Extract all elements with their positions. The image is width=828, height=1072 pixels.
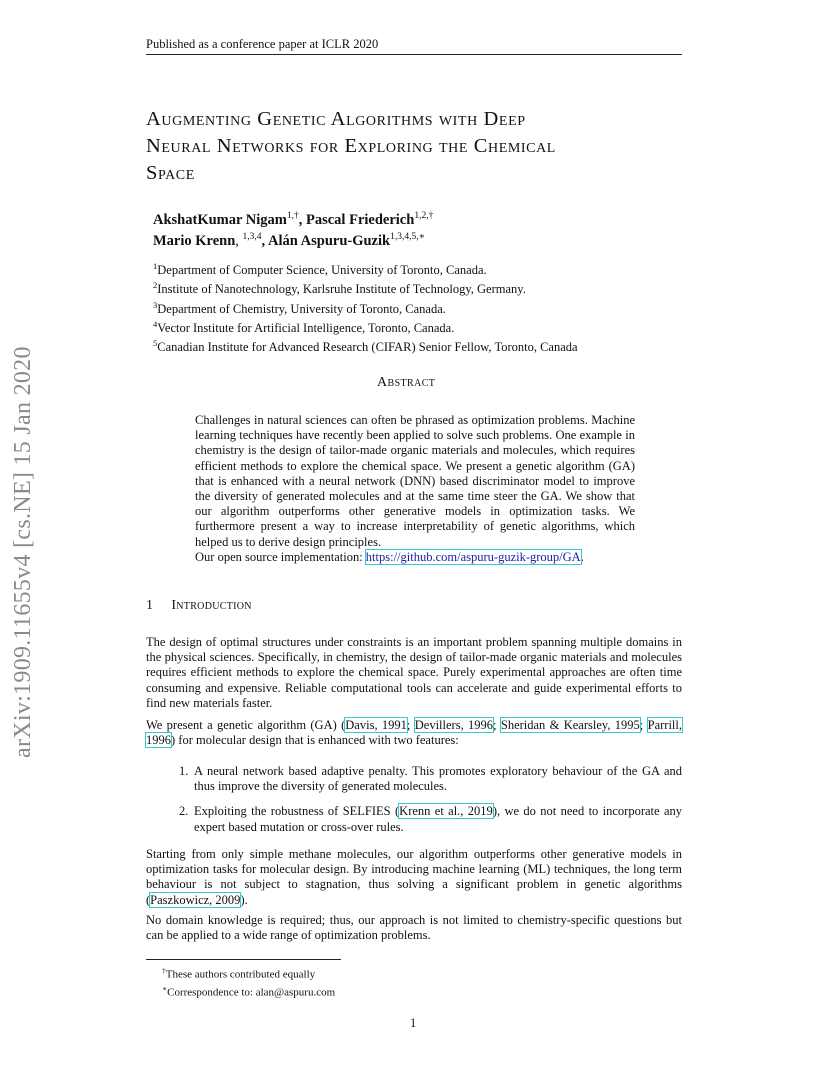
abstract-body xyxy=(195,413,635,565)
title-line: Neural Networks for Exploring the Chemical xyxy=(146,135,556,157)
citation-krenn[interactable]: Krenn et al., 2019 xyxy=(399,804,493,819)
list-number: 2. xyxy=(179,804,189,819)
author-affil-marker: 1,3,4,5,∗ xyxy=(390,231,426,242)
affiliation-number: 2 xyxy=(153,280,158,291)
intro-paragraph-4 xyxy=(146,913,682,943)
affiliation-number: 5 xyxy=(153,338,158,349)
text-run: ). xyxy=(240,892,248,907)
selfies-term: SELFIES xyxy=(342,804,391,819)
arxiv-margin xyxy=(0,0,90,1072)
affiliation-number: 4 xyxy=(153,319,158,330)
affiliation-text: Vector Institute for Artificial Intelligence, Toronto, Canada. xyxy=(157,321,455,336)
affiliation xyxy=(153,298,578,317)
author-affil-marker: 1,2,† xyxy=(414,211,434,221)
author-name: AkshatKumar Nigam xyxy=(153,211,287,228)
affiliation-list xyxy=(153,259,578,356)
affiliation-text: Department of Chemistry, University of Toronto, Canada. xyxy=(157,301,446,316)
list-item xyxy=(179,764,682,794)
citation-separator: ; xyxy=(406,718,415,732)
list-number: 1. xyxy=(179,764,189,778)
page-number: 1 xyxy=(410,1016,417,1030)
arxiv-stamp: arXiv:1909.11655v4 [cs.NE] 15 Jan 2020 xyxy=(10,346,36,758)
citation-parrill[interactable]: Parrill, 1996 xyxy=(146,718,682,748)
author-affil-marker: 1,3,4 xyxy=(242,231,262,242)
citation-sheridan[interactable]: Sheridan & Kearsley, 1995 xyxy=(500,718,640,732)
section-number: 1 xyxy=(146,598,154,613)
citation-davis[interactable]: Davis, 1991 xyxy=(345,718,407,732)
text-run: Starting from only simple methane molecules, our algorithm outperforms other generative models in optimization tasks for molecular design. By introducing machine learning (ML) techniques, the long term behaviour is not subject to stagnation, thus solving a significant problem in genetic algorithms ( xyxy=(146,847,682,907)
footnote xyxy=(162,964,335,982)
running-header: Published as a conference paper at ICLR 2020 xyxy=(146,37,379,51)
intro-paragraph-2 xyxy=(146,718,682,748)
affiliation-text: Canadian Institute for Advanced Research (CIFAR) Senior Fellow, Toronto, Canada xyxy=(157,340,578,355)
affiliation xyxy=(153,278,578,297)
list-item-text: A neural network based adaptive penalty. This promotes exploratory behaviour of the GA and thus improve the diversity of generated molecules. xyxy=(194,764,682,794)
section-heading xyxy=(146,598,252,614)
code-prefix: Our open source implementation: xyxy=(195,549,366,564)
text-run: Exploiting the robustness of xyxy=(194,804,343,819)
footnote-rule xyxy=(146,959,341,960)
affiliation-text: Institute of Nanotechnology, Karlsruhe Institute of Technology, Germany. xyxy=(157,282,526,297)
paragraph-text xyxy=(146,718,682,748)
author-name: Alán Aspuru-Guzik xyxy=(268,232,391,249)
author-name: Mario Krenn xyxy=(153,232,236,249)
footnote-text: Correspondence to: alan@aspuru.com xyxy=(167,986,336,999)
abstract-text: Challenges in natural sciences can often be phrased as optimization problems. Machine learning techniques have recently been applied to solve such problems. One example in chemistry is the design of tailor-made organic materials and molecules, which requires efficient methods to explore the chemical space. We present a genetic algorithm (GA) that is enhanced with a neural network (DNN) based discriminator model to improve the diversity of generated molecules and at the same time steer the GA. We show that our algorithm outperforms other generative models in optimization tasks. We furthermore present a way to increase interpretability of genetic algorithms, which helped us to derive design principles. xyxy=(195,413,635,549)
code-suffix: . xyxy=(580,549,584,564)
code-availability xyxy=(195,550,635,565)
citation-separator: ; xyxy=(493,718,501,732)
footnote xyxy=(162,982,335,1000)
title-line: Space xyxy=(146,162,195,184)
text-run: ) for molecular design that is enhanced with two features: xyxy=(171,733,459,748)
feature-list xyxy=(179,764,682,835)
abstract-heading: Abstract xyxy=(377,375,436,390)
affiliation-text: Department of Computer Science, University of Toronto, Canada. xyxy=(157,263,487,278)
paragraph-text: The design of optimal structures under constraints is an important problem spanning multiple domains in the physical sciences. Specifically, in chemistry, the design of tailor-made organic materials and molecules requires efficient methods to explore the chemical space. Purely experimental approaches are often time consuming and expensive. Reliable computational tools can accelerate and guide experimental efforts to find new materials faster. xyxy=(146,635,682,710)
affiliation xyxy=(153,317,578,336)
text-run: ( xyxy=(390,804,400,819)
footnote-mark: ∗ xyxy=(162,983,168,993)
citation-paszkowicz[interactable]: Paszkowicz, 2009 xyxy=(150,892,241,907)
author-line: AkshatKumar Nigam$^{1,\dagger}$, Pascal Friederich$^{1,2,\dagger}$ xyxy=(153,211,434,228)
header-rule xyxy=(146,54,682,55)
affiliation xyxy=(153,259,578,278)
intro-paragraph-3 xyxy=(146,847,682,908)
text-run: ), we do not need to incorporate any expert based mutation or cross-over rules. xyxy=(194,804,682,834)
affiliation-number: 1 xyxy=(153,261,158,271)
paragraph-text: No domain knowledge is required; thus, our approach is not limited to chemistry-specific questions but can be applied to a wide range of optimization problems. xyxy=(146,913,682,943)
github-link[interactable]: https://github.com/aspuru-guzik-group/GA xyxy=(365,549,581,564)
affiliation-number: 3 xyxy=(153,299,158,310)
citation-devillers[interactable]: Devillers, 1996 xyxy=(414,718,494,732)
citation-separator: ; xyxy=(639,718,648,732)
section-title: Introduction xyxy=(171,598,252,613)
footnote-mark: † xyxy=(162,966,166,975)
author-affil-marker: 1,† xyxy=(286,211,299,221)
list-item xyxy=(179,804,682,834)
intro-paragraph-1 xyxy=(146,635,682,711)
affiliation xyxy=(153,336,578,355)
author-line: Mario Krenn, $^{1,3,4}$, Alán Aspuru-Guzik$^{1,3,4,5,∗}$ xyxy=(153,231,426,249)
footnotes xyxy=(162,964,335,999)
footnote-text: These authors contributed equally xyxy=(165,968,316,981)
text-run: We present a genetic algorithm (GA) ( xyxy=(146,718,346,732)
paragraph-text xyxy=(146,847,682,908)
paper-title xyxy=(146,106,691,187)
author-list xyxy=(153,208,433,250)
author-name: Pascal Friederich xyxy=(306,211,415,228)
title-line: Augmenting Genetic Algorithms with Deep xyxy=(146,108,526,130)
